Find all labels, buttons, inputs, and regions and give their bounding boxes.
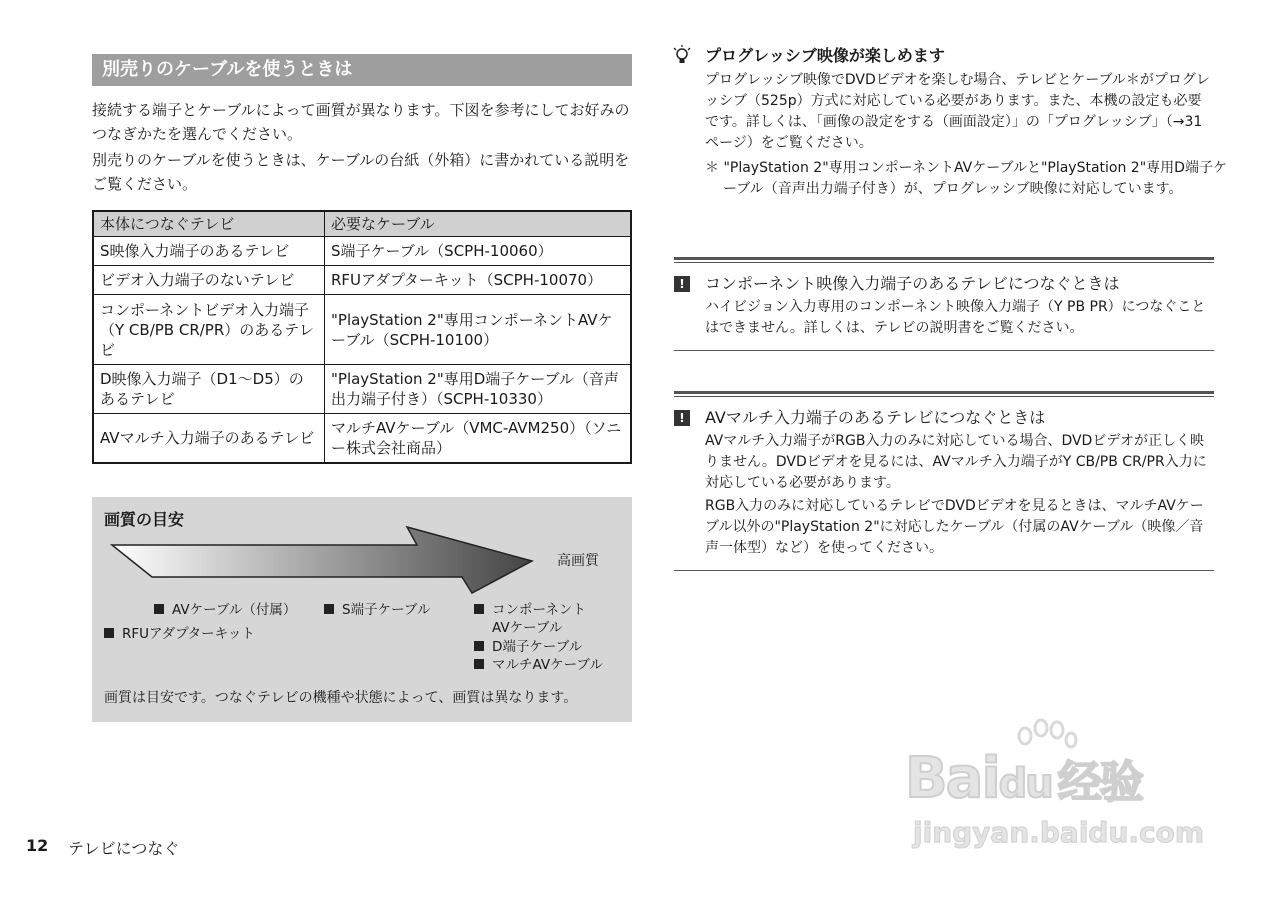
table-cell: D映像入力端子（D1～D5）のあるテレビ — [93, 365, 325, 414]
divider — [674, 570, 1214, 571]
note2-body1: AVマルチ入力端子がRGB入力のみに対応している場合、DVDビデオが正しく映りません。DVDビデオを見るには、AVマルチ入力端子がY CB/PB CR/PR入力に対応している必要があります。 — [705, 433, 1207, 491]
table-header-tv: 本体につなぐテレビ — [93, 211, 325, 237]
caution-icon: ! — [674, 410, 690, 426]
note2-title: AVマルチ入力端子のあるテレビにつなぐときは — [705, 408, 1046, 427]
cable-note-paragraph: 別売りのケーブルを使うときは、ケーブルの台紙（外箱）に書かれている説明をご覧ください。 — [92, 151, 630, 193]
table-row — [93, 237, 631, 266]
table-cell: AVマルチ入力端子のあるテレビ — [93, 414, 325, 463]
divider — [674, 257, 1214, 260]
table-cell: S映像入力端子のあるテレビ — [93, 237, 325, 266]
tip-footnote: ＊ "PlayStation 2"専用コンポーネントAVケーブルと"PlayStation 2"専用D端子ケーブル（音声出力端子付き）が、プログレッシブ映像に対応しています。 — [705, 160, 1227, 197]
note1-title: コンポーネント映像入力端子のあるテレビにつなぐときは — [705, 274, 1120, 293]
table-row — [93, 266, 631, 295]
table-header-row — [93, 211, 631, 237]
quality-guide-note: 画質は目安です。つなぐテレビの機種や状態によって、画質は異なります。 — [104, 690, 578, 706]
quality-arrow-icon — [92, 497, 632, 607]
divider — [674, 391, 1214, 394]
watermark-brand-du: du — [998, 761, 1052, 807]
legend-component-cable: コンポーネント AVケーブル — [474, 601, 586, 637]
table-cell: マルチAVケーブル（VMC-AVM250）（ソニー株式会社商品） — [325, 414, 632, 463]
table-cell: コンポーネントビデオ入力端子（Y CB/PB CR/PR）のあるテレビ — [93, 295, 325, 365]
section-title: 別売りのケーブルを使うときは — [92, 54, 632, 86]
table-row — [93, 295, 631, 365]
tip-body: プログレッシブ映像でDVDビデオを楽しむ場合、テレビとケーブル＊がプログレッシブ（525p）方式に対応している必要があります。また、本機の設定も必要です。詳しくは、「画像の設定をする（画面設定）」の「プログレッシブ」（→31ページ）をご覧ください。 — [705, 72, 1210, 151]
table-header-cable: 必要なケーブル — [325, 211, 632, 237]
note1-body: ハイビジョン入力専用のコンポーネント映像入力端子（Y PB PR）につなぐことはできません。詳しくは、テレビの説明書をご覧ください。 — [705, 299, 1206, 336]
legend-rfu-kit: RFUアダプターキット — [104, 625, 255, 643]
table-cell: "PlayStation 2"専用D端子ケーブル（音声出力端子付き）（SCPH-10330） — [325, 365, 632, 414]
page-section-label: テレビにつなぐ — [68, 839, 180, 858]
table-row — [93, 365, 631, 414]
watermark-brand: Bai — [905, 746, 999, 811]
high-quality-label: 高画質 — [557, 553, 599, 569]
quality-guide-title: 画質の目安 — [104, 510, 185, 529]
watermark-cn: 经验 — [1057, 757, 1142, 808]
cable-table — [92, 210, 632, 464]
legend-av-cable: AVケーブル（付属） — [154, 601, 296, 619]
divider — [674, 262, 1214, 263]
quality-guide-box — [92, 497, 632, 722]
note2-body2: RGB入力のみに対応しているテレビでDVDビデオを見るときは、マルチAVケーブル以外の"PlayStation 2"に対応したケーブル（付属のAVケーブル（映像／音声一体型）など）を使ってください。 — [705, 498, 1204, 556]
table-cell: S端子ケーブル（SCPH-10060） — [325, 237, 632, 266]
watermark-url: jingyan.baidu.com — [913, 816, 1205, 849]
legend-s-cable: S端子ケーブル — [324, 601, 430, 619]
page-number: 12 — [26, 836, 49, 855]
legend-d-cable: D端子ケーブル — [474, 638, 582, 656]
legend-multi-av-cable: マルチAVケーブル — [474, 656, 603, 674]
intro-paragraph: 接続する端子とケーブルによって画質が異なります。下図を参考にしてお好みのつなぎかたを選んでください。 — [92, 101, 630, 143]
divider — [674, 396, 1214, 397]
table-cell: "PlayStation 2"専用コンポーネントAVケーブル（SCPH-10100） — [325, 295, 632, 365]
table-cell: RFUアダプターキット（SCPH-10070） — [325, 266, 632, 295]
tip-title: プログレッシブ映像が楽しめます — [705, 46, 945, 65]
caution-icon: ! — [674, 276, 690, 292]
table-cell: ビデオ入力端子のないテレビ — [93, 266, 325, 295]
lightbulb-icon — [672, 45, 692, 67]
table-row — [93, 414, 631, 463]
divider — [674, 350, 1214, 351]
